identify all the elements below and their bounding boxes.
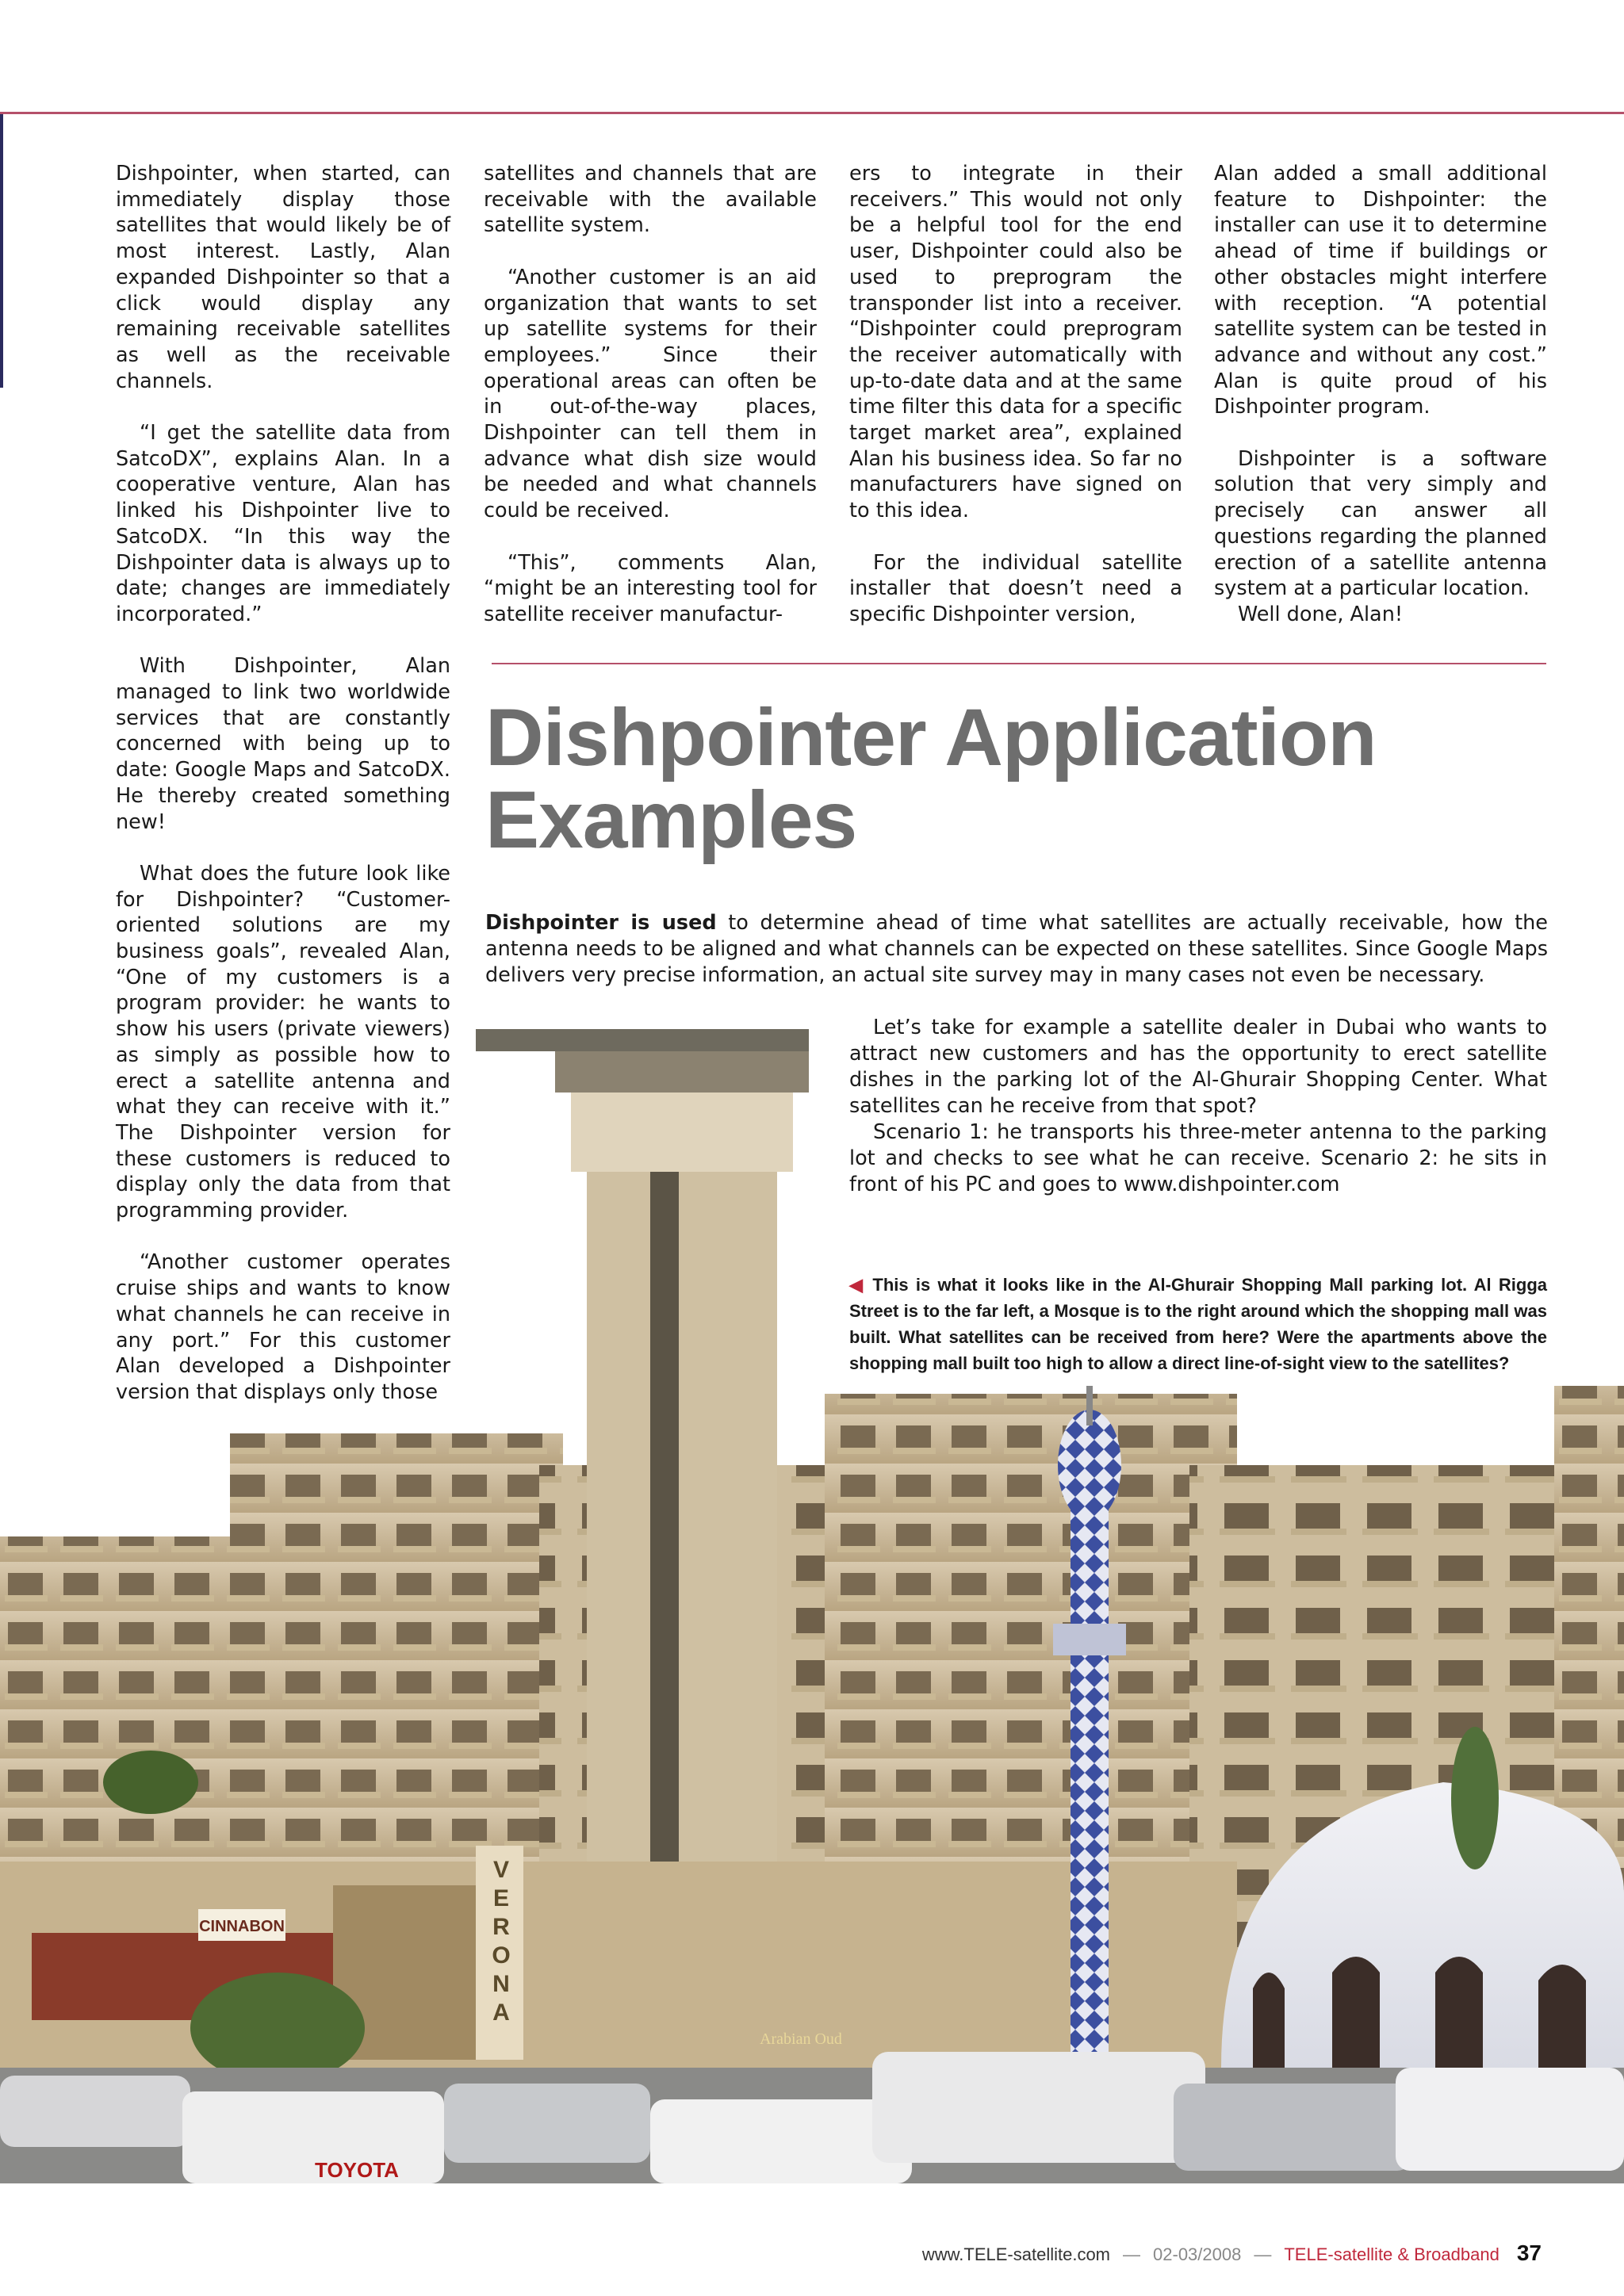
article-column-2 <box>484 161 817 628</box>
sign-verona: V E R O N A <box>492 1857 511 2026</box>
paragraph: “Another customer is an aid organization that wants to set up satellite systems for their employees.” Since their operational areas can often be in out-of-the-way places, Dishpointer can tell them in advance what dish size would be needed and what channels could be received. <box>484 265 817 523</box>
paragraph: Dishpointer, when started, can immediately display those satellites that would likely be of most interest. Lastly, Alan expanded Dishpointer so that a click would display any remaining receivable satellites as well as the receivable channels. <box>116 162 450 393</box>
headline-line-1: Dishpointer Application <box>485 692 1377 783</box>
photo-caption <box>849 1272 1547 1376</box>
page-footer <box>922 2241 1542 2266</box>
paragraph: For the individual satellite installer that doesn’t need a specific Dishpointer version, <box>849 550 1182 626</box>
paragraph: “I get the satellite data from SatcoDX”, explains Alan. In a cooperative venture, Alan has linked his Dishpointer live to SatcoDX. “In this way the Dishpointer data is always up to date; changes are immediately incorporated.” <box>116 421 450 626</box>
headline-line-2: Examples <box>485 775 857 865</box>
paragraph: With Dishpointer, Alan managed to link two worldwide services that are constantly concerned with being up to date: Google Maps and SatcoDX. He thereby created something new! <box>116 654 450 834</box>
footer-separator: — <box>1123 2244 1141 2264</box>
caption-text: This is what it looks like in the Al-Ghurair Shopping Mall parking lot. Al Rigga Street is to the far left, a Mosque is to the right around which the shopping mall was built. What satellites can be received from here? Were the apartments above the shopping mall built too high to allow a direct line-of-sight view to the satellites? <box>849 1275 1547 1373</box>
footer-brand: TELE-satellite & Broadband <box>1284 2244 1500 2264</box>
top-rule <box>0 112 1624 114</box>
article-column-4 <box>1214 161 1547 628</box>
sign-arabian-oud: Arabian Oud <box>760 2030 842 2048</box>
paragraph: Dishpointer is a software solution that very simply and precisely can answer all questions regarding the planned erection of a satellite antenna system at a particular location. <box>1214 446 1547 601</box>
paragraph: ers to integrate in their receivers.” This would not only be a helpful tool for the end user, Dishpointer could also be used to preprogram the transponder list into a receiver. “Dishpointer could preprogram the receiver automatically with up-to-date data and at the same time filter this data for a specific target market area”, explained Alan his business idea. So far no manufacturers have signed on to this idea. <box>849 162 1182 523</box>
toyota-logo: TOYOTA <box>315 2158 399 2182</box>
paragraph: satellites and channels that are receivable with the available satellite system. <box>484 162 817 238</box>
paragraph: “This”, comments Alan, “might be an interesting tool for satellite receiver manufactur- <box>484 550 817 626</box>
paragraph: Alan added a small additional feature to Dishpointer: the installer can use it to determine ahead of time if buildings or other obstacles might interfere with reception. “A potential satellite system can be tested in advance and without any cost.” Alan is quite proud of his Dishpointer program. <box>1214 162 1547 419</box>
section-headline <box>485 692 1548 865</box>
paragraph: What does the future look like for Dishpointer? “Customer-oriented solutions are my business goals”, revealed Alan, “One of my customers is a program provider: he wants to show his users (private viewers) as simply as possible how to erect a satellite antenna and what they can receive with it.” The Dishpointer version for these customers is reduced to display only the data from that programming provider. <box>116 861 450 1223</box>
intro-text: to determine ahead of time what satellites are actually receivable, how the antenna needs to be aligned and what channels can be expected on these satellites. Since Google Maps delivers very precise information, an actual site survey may in many cases not even be necessary. <box>485 911 1548 987</box>
footer-separator: — <box>1254 2244 1272 2264</box>
article-column-3 <box>849 161 1182 628</box>
intro-paragraph <box>485 910 1548 989</box>
sign-cinnabon: CINNABON <box>199 1918 285 1935</box>
example-text <box>849 1015 1547 1198</box>
left-margin-bar <box>0 114 3 388</box>
paragraph: Well done, Alan! <box>1238 602 1404 626</box>
section-rule <box>492 663 1546 664</box>
intro-lead: Dishpointer is used <box>485 911 717 935</box>
paragraph: Let’s take for example a satellite dealer in Dubai who wants to attract new customers and has the opportunity to erect satellite dishes in the parking lot of the Al-Ghurair Shopping Center. What satellites can he receive from that spot? <box>849 1016 1547 1118</box>
caption-arrow-icon: ◀ <box>849 1275 866 1295</box>
page-number: 37 <box>1516 2241 1542 2265</box>
paragraph: “Another customer operates cruise ships and wants to know what channels he can receive in any port.” For this customer Alan developed a Dishpointer version that displays only those <box>116 1250 450 1404</box>
paragraph: Scenario 1: he transports his three-meter antenna to the parking lot and checks to see what he can receive. Scenario 2: he sits in front of his PC and goes to www.dishpointer.com <box>849 1120 1547 1196</box>
footer-site[interactable]: www.TELE-satellite.com <box>921 2244 1111 2264</box>
footer-date: 02-03/2008 <box>1153 2244 1242 2264</box>
